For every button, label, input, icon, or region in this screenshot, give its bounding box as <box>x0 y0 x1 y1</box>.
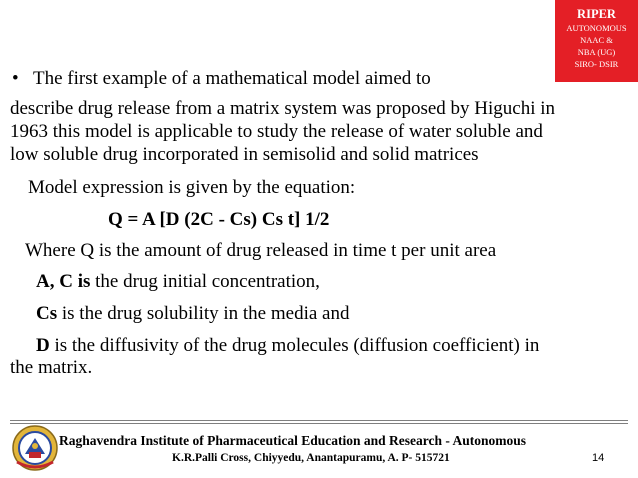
def-desc: is the drug solubility in the media and <box>57 303 350 324</box>
def-term: Cs <box>36 303 58 324</box>
badge-title: RIPER <box>577 7 616 21</box>
footer-rule-top <box>10 420 628 421</box>
badge-line-nba: NBA (UG) <box>577 47 616 57</box>
where-line: Where Q is the amount of drug released in time t per unit area <box>25 240 497 261</box>
badge-line-siro: SIRO- DSIR <box>574 59 619 69</box>
paragraph-line-3: low soluble drug incorporated in semisolid and solid matrices <box>10 144 479 165</box>
institute-emblem-icon <box>11 424 59 472</box>
def-initial-concentration <box>36 270 320 294</box>
footer-institute-name: Raghavendra Institute of Pharmaceutical Education and Research - Autonomous <box>59 433 527 448</box>
bullet-text: The first example of a mathematical model aimed to <box>33 68 431 89</box>
badge-line-autonomous: AUTONOMOUS <box>566 23 627 33</box>
footer-rule-bottom <box>10 423 628 424</box>
def-diffusivity <box>36 334 539 358</box>
model-expression-line: Model expression is given by the equation: <box>28 177 356 198</box>
bullet-dot: • <box>12 68 19 89</box>
def-desc: is the diffusivity of the drug molecules (diffusion coefficient) in <box>49 335 540 356</box>
def-desc: the drug initial concentration, <box>90 271 320 292</box>
footer-address: K.R.Palli Cross, Chiyyedu, Anantapuramu, A. P- 515721 <box>172 452 450 464</box>
def-term: A, C is <box>36 271 91 292</box>
last-line: the matrix. <box>10 357 93 378</box>
paragraph-line-1: describe drug release from a matrix system was proposed by Higuchi in <box>10 98 556 119</box>
page-number: 14 <box>592 452 605 464</box>
riper-badge <box>555 0 638 82</box>
def-term: D <box>36 335 50 356</box>
paragraph-line-2: 1963 this model is applicable to study the release of water soluble and <box>10 121 543 142</box>
equation: Q = A [D (2C - Cs) Cs t] 1/2 <box>108 209 330 230</box>
def-solubility <box>36 302 349 326</box>
badge-line-naac: NAAC & <box>580 35 613 45</box>
